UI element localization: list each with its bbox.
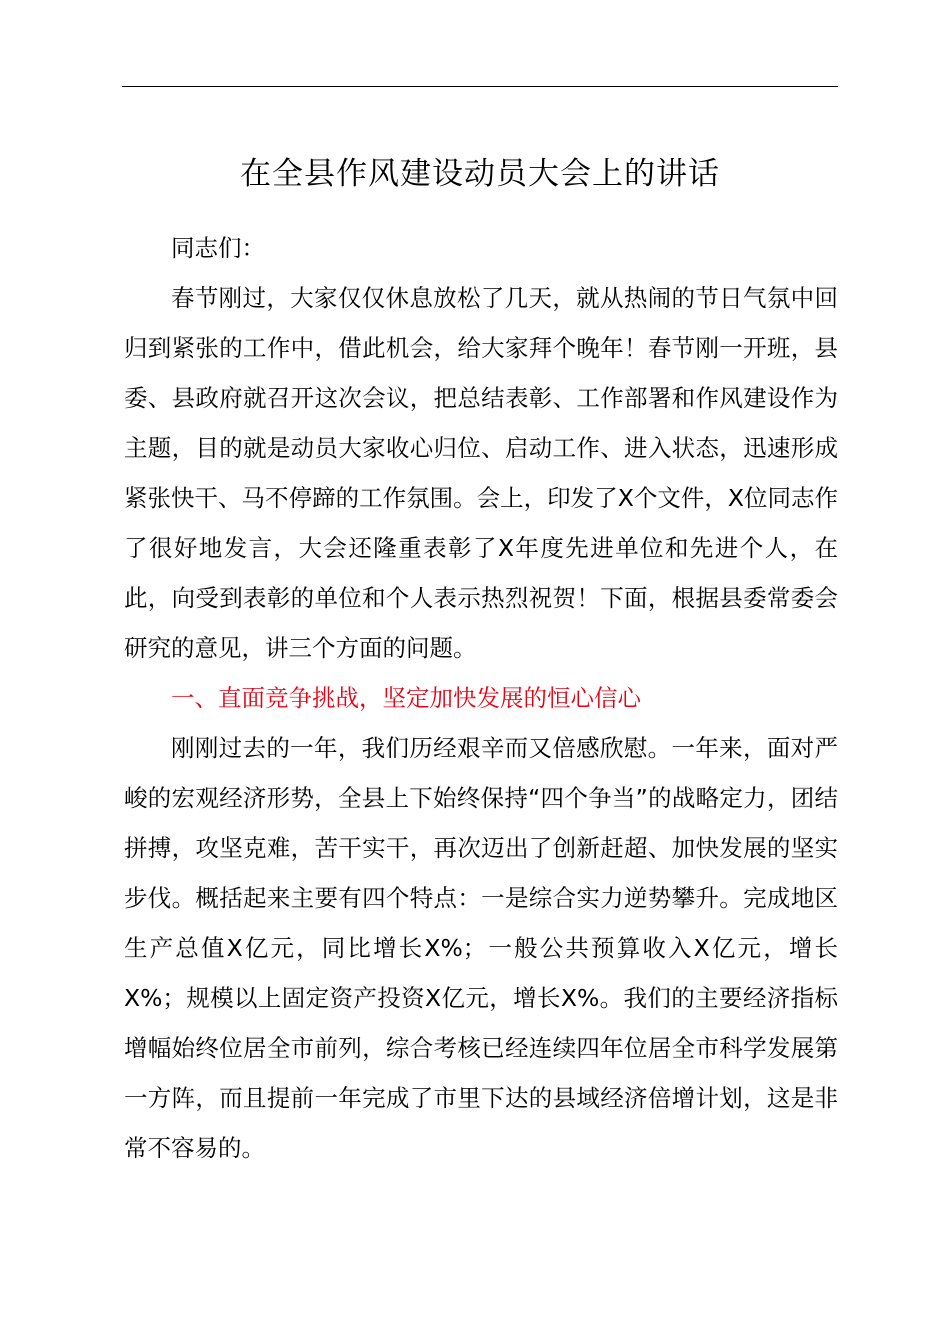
document-body [124,223,838,1173]
header-rule [122,86,838,87]
section-heading: 一、直面竞争挑战，坚定加快发展的恒心信心 [171,684,641,712]
paragraph-intro: 春节刚过，大家仅仅休息放松了几天，就从热闹的节日气氛中回归到紧张的工作中，借此机会，给大家拜个晚年！春节刚一开班，县委、县政府就召开这次会议，把总结表彰、工作部署和作风建设作为主题，目的就是动员大家收心归位、启动工作、进入状态，迅速形成紧张快干、马不停蹄的工作氛围。会上，印发了X个文件，X位同志作了很好地发言，大会还隆重表彰了X年度先进单位和先进个人，在此，向受到表彰的单位和个人表示热烈祝贺！下面，根据县委常委会研究的意见，讲三个方面的问题。 [124,284,838,662]
document-title: 在全县作风建设动员大会上的讲话 [240,156,720,192]
salutation: 同志们： [171,234,265,262]
paragraph-review: 刚刚过去的一年，我们历经艰辛而又倍感欣慰。一年来，面对严峻的宏观经济形势，全县上下始终保持“四个争当”的战略定力，团结拼搏，攻坚克难，苦干实干，再次迈出了创新赶超、加快发展的坚实步伐。概括起来主要有四个特点：一是综合实力逆势攀升。完成地区生产总值X亿元，同比增长X%；一般公共预算收入X亿元，增长X%；规模以上固定资产投资X亿元，增长X%。我们的主要经济指标增幅始终位居全市前列，综合考核已经连续四年位居全市科学发展第一方阵，而且提前一年完成了市里下达的县域经济倍增计划，这是非常不容易的。 [124,734,838,1162]
